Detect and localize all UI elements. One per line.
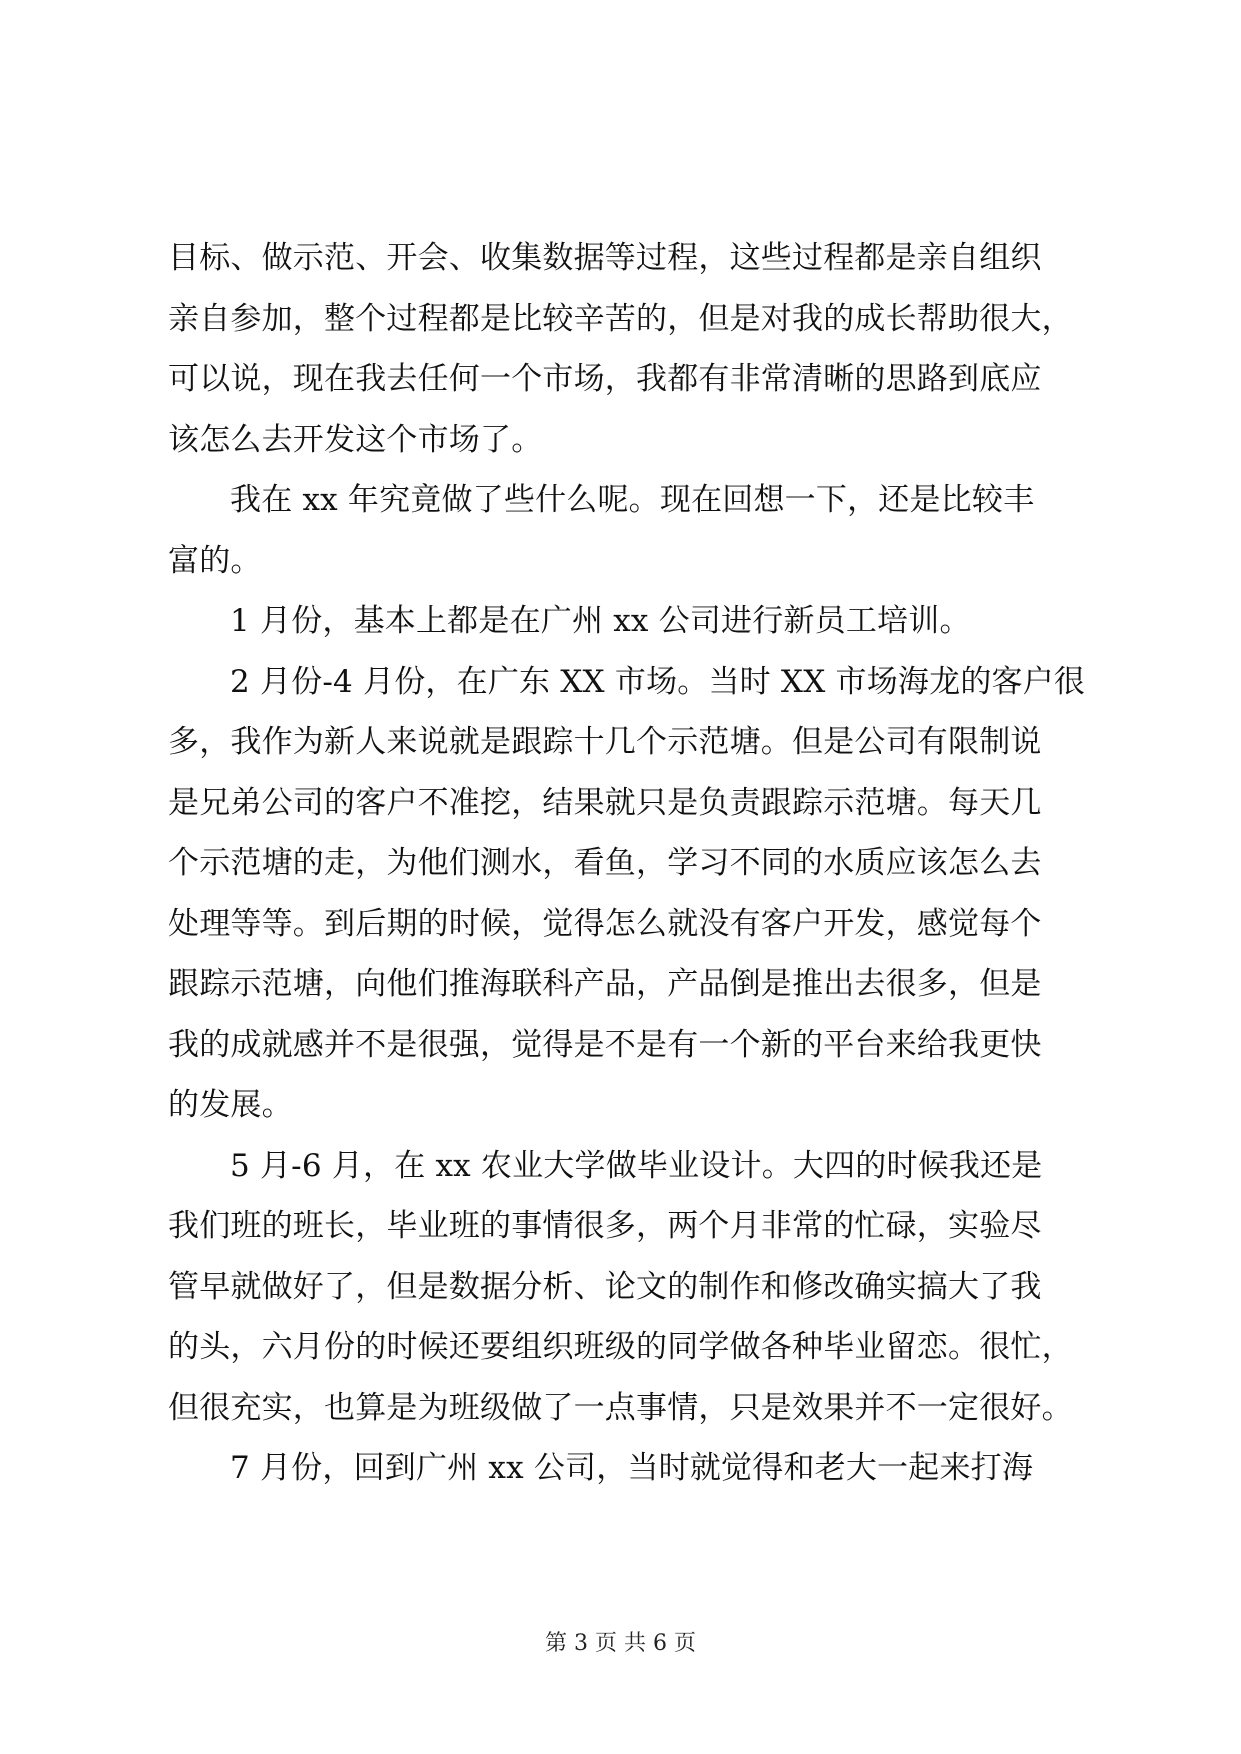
text-line: 我们班的班长，毕业班的事情很多，两个月非常的忙碌，实验尽 xyxy=(168,1208,1042,1244)
text-line: 1 月份，基本上都是在广州 xx 公司进行新员工培训。 xyxy=(230,603,971,639)
text-line: 跟踪示范塘，向他们推海联科产品，产品倒是推出去很多，但是 xyxy=(168,966,1042,1002)
text-line: 多，我作为新人来说就是跟踪十几个示范塘。但是公司有限制说 xyxy=(168,724,1042,760)
text-line: 是兄弟公司的客户不准挖，结果就只是负责跟踪示范塘。每天几 xyxy=(168,784,1042,821)
text-line: 亲自参加，整个过程都是比较辛苦的，但是对我的成长帮助很大， xyxy=(168,300,1073,337)
text-line: 我的成就感并不是很强，觉得是不是有一个新的平台来给我更快 xyxy=(168,1026,1042,1063)
text-line: 5 月-6 月，在 xx 农业大学做毕业设计。大四的时候我还是 xyxy=(230,1147,1043,1184)
text-line: 我在 xx 年究竟做了些什么呢。现在回想一下，还是比较丰 xyxy=(230,482,1035,518)
page-footer: 第 3 页 共 6 页 xyxy=(545,1631,696,1656)
text-line: 可以说，现在我去任何一个市场，我都有非常清晰的思路到底应 xyxy=(168,361,1042,397)
text-line: 2 月份-4 月份，在广东 XX 市场。当时 XX 市场海龙的客户很 xyxy=(230,663,1086,700)
text-line: 管早就做好了，但是数据分析、论文的制作和修改确实搞大了我 xyxy=(168,1268,1042,1305)
text-line: 但很充实，也算是为班级做了一点事情，只是效果并不一定很好。 xyxy=(168,1389,1073,1426)
body-text xyxy=(168,228,1086,1499)
text-line: 目标、做示范、开会、收集数据等过程，这些过程都是亲自组织 xyxy=(168,240,1042,276)
text-line: 个示范塘的走，为他们测水，看鱼，学习不同的水质应该怎么去 xyxy=(168,845,1042,881)
text-line: 该怎么去开发这个市场了。 xyxy=(168,421,543,458)
text-line: 的发展。 xyxy=(168,1087,293,1123)
text-line: 处理等等。到后期的时候，觉得怎么就没有客户开发，感觉每个 xyxy=(168,905,1042,942)
text-line: 富的。 xyxy=(168,542,262,579)
text-line: 的头，六月份的时候还要组织班级的同学做各种毕业留恋。很忙， xyxy=(168,1329,1073,1365)
text-line: 7 月份，回到广州 xx 公司，当时就觉得和老大一起来打海 xyxy=(230,1450,1034,1486)
